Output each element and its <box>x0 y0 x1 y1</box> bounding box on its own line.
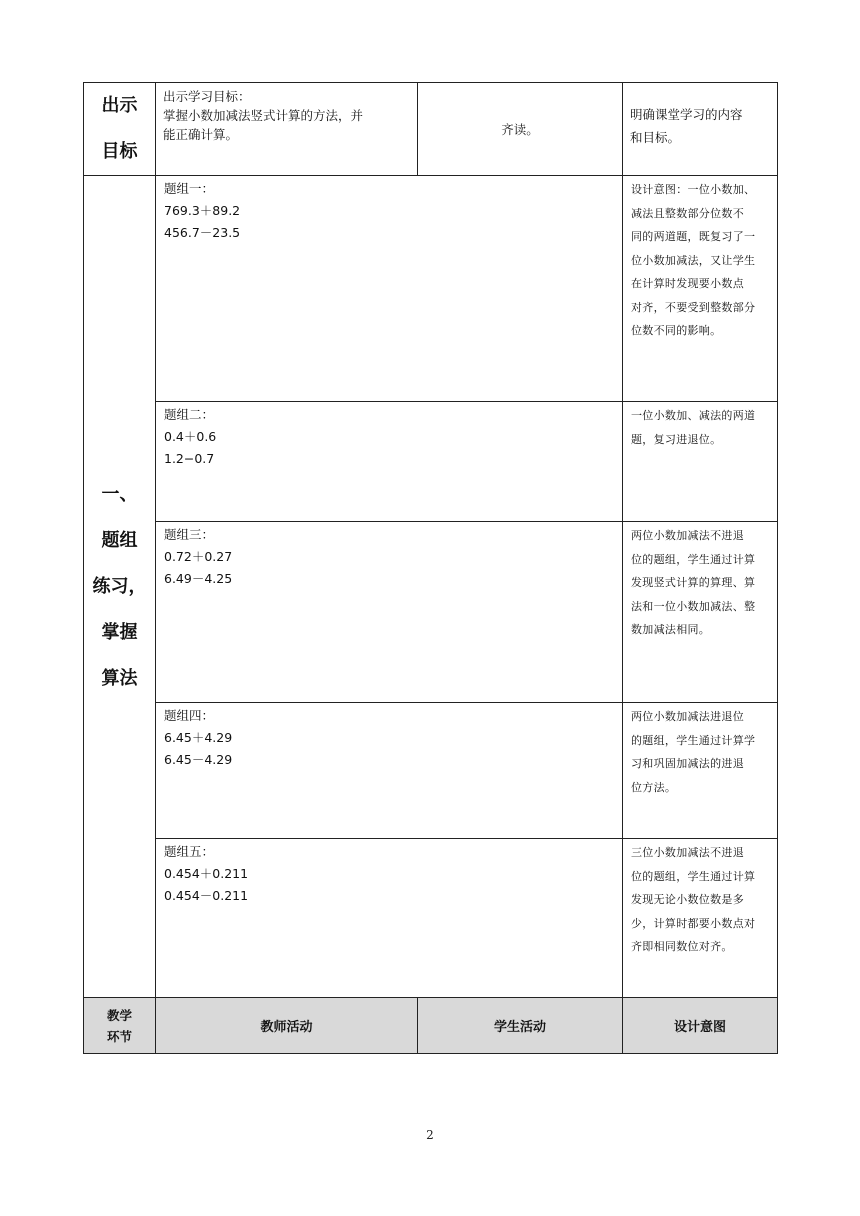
group-three-intent <box>623 522 778 703</box>
group-five-intent <box>623 839 778 998</box>
exercise: 0.454－0.211 <box>164 888 249 903</box>
header-stage-line: 教学 <box>106 1007 132 1023</box>
intent-line: 发现无论小数位数是多 <box>631 893 744 906</box>
practice-stage-cell <box>84 176 156 998</box>
goal-stage-cell <box>84 83 156 176</box>
goal-row <box>84 83 778 176</box>
group-row-2 <box>84 402 778 522</box>
intent-line: 在计算时发现要小数点 <box>631 277 744 290</box>
intent-line: 两位小数加减法进退位 <box>631 710 744 723</box>
goal-teacher-line: 出示学习目标： <box>163 89 251 104</box>
intent-line: 两位小数加减法不进退 <box>631 529 744 542</box>
exercise: 456.7－23.5 <box>164 225 241 240</box>
exercise: 0.454＋0.211 <box>164 866 249 881</box>
stage-label: 目标 <box>101 141 138 162</box>
exercise: 769.3＋89.2 <box>164 203 241 218</box>
intent-line: 减法且整数部分位数不 <box>631 206 744 220</box>
lesson-plan-table <box>83 82 778 1054</box>
page-number: 2 <box>426 1128 434 1142</box>
intent-line: 同的两道题，既复习了一 <box>631 230 756 243</box>
goal-teacher-cell <box>156 83 418 176</box>
stage-label: 练习， <box>92 575 147 597</box>
intent-line: 设计意图：一位小数加、 <box>631 183 756 196</box>
header-stage-cell <box>84 998 156 1054</box>
group-row-4 <box>84 703 778 839</box>
exercise: 0.72＋0.27 <box>164 549 233 564</box>
goal-teacher-line: 能正确计算。 <box>163 127 239 142</box>
group-two-cell <box>156 402 623 522</box>
group-one-intent <box>623 176 778 402</box>
intent-line: 习和巩固加减法的进退 <box>631 757 744 770</box>
header-intent-cell <box>623 998 778 1054</box>
intent-line: 一位小数加、减法的两道 <box>631 409 756 422</box>
header-stage-line: 环节 <box>106 1028 132 1044</box>
intent-line: 位数不同的影响。 <box>631 324 722 337</box>
group-title: 题组四： <box>164 708 215 723</box>
intent-line: 位方法。 <box>631 780 677 794</box>
stage-label: 掌握 <box>101 621 138 643</box>
header-teacher-label: 教师活动 <box>260 1020 313 1035</box>
group-row-3 <box>84 522 778 703</box>
group-title: 题组一： <box>164 181 215 196</box>
exercise: 0.4＋0.6 <box>164 429 217 444</box>
intent-line: 题，复习进退位。 <box>631 432 722 446</box>
group-four-cell <box>156 703 623 839</box>
header-student-cell <box>418 998 623 1054</box>
goal-student-cell <box>418 83 623 176</box>
group-title: 题组三： <box>164 527 215 542</box>
goal-student-text: 齐读。 <box>501 122 539 137</box>
intent-line: 位的题组，学生通过计算 <box>631 552 756 566</box>
stage-label: 算法 <box>101 667 138 689</box>
stage-label: 一、 <box>101 483 138 505</box>
intent-line: 位的题组，学生通过计算 <box>631 869 756 883</box>
header-teacher-cell <box>156 998 418 1054</box>
group-two-intent <box>623 402 778 522</box>
group-row-1 <box>84 176 778 402</box>
intent-line: 位小数加减法，又让学生 <box>631 253 756 267</box>
goal-teacher-line: 掌握小数加减法竖式计算的方法，并 <box>163 108 364 123</box>
intent-line: 数加减法相同。 <box>631 623 711 636</box>
header-intent-label: 设计意图 <box>673 1020 726 1035</box>
intent-line: 发现竖式计算的算理、算 <box>631 576 756 589</box>
intent-line: 对齐，不要受到整数部分 <box>631 300 756 314</box>
intent-line: 法和一位小数加减法、整 <box>631 599 756 613</box>
group-row-5 <box>84 839 778 998</box>
column-header-row <box>84 998 778 1054</box>
goal-intent-line: 和目标。 <box>630 130 681 145</box>
group-five-cell <box>156 839 623 998</box>
exercise: 6.45＋4.29 <box>164 730 233 745</box>
goal-intent-cell <box>623 83 778 176</box>
exercise: 1.2−0.7 <box>164 451 215 466</box>
group-three-cell <box>156 522 623 703</box>
exercise: 6.45－4.29 <box>164 752 233 767</box>
intent-line: 的题组，学生通过计算学 <box>631 733 756 747</box>
stage-label: 出示 <box>101 95 138 116</box>
goal-intent-line: 明确课堂学习的内容 <box>630 107 743 122</box>
intent-line: 三位小数加减法不进退 <box>631 846 744 859</box>
group-four-intent <box>623 703 778 839</box>
group-one-cell <box>156 176 623 402</box>
exercise: 6.49－4.25 <box>164 571 233 586</box>
intent-line: 齐即相同数位对齐。 <box>631 940 733 953</box>
group-title: 题组五： <box>164 844 215 859</box>
header-student-label: 学生活动 <box>493 1020 546 1035</box>
group-title: 题组二： <box>164 407 215 422</box>
intent-line: 少，计算时都要小数点对 <box>631 916 756 930</box>
stage-label: 题组 <box>101 529 138 551</box>
